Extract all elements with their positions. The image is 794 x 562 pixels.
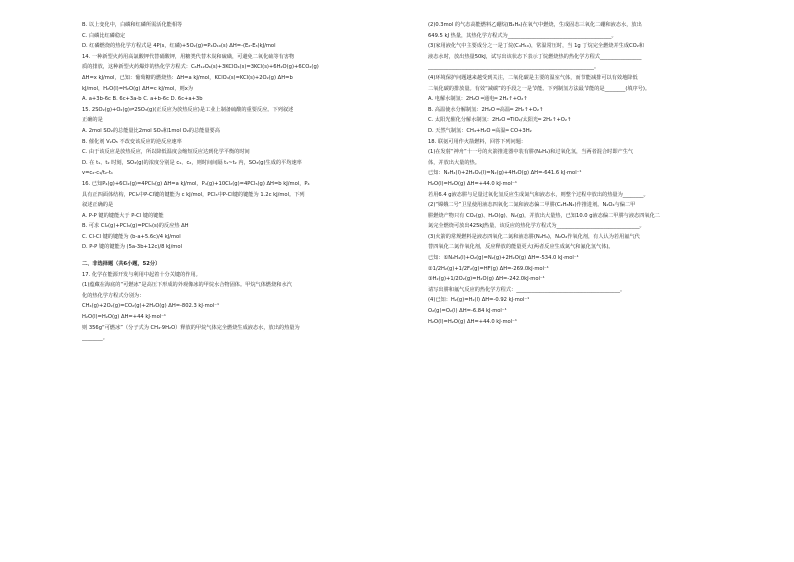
right-column-line: (3)家用液化气中主要成分之一是丁烷(C₄H₁₀)，常温常压时，当 1g 丁烷完全燃烧并生成CO₂和 — [428, 43, 645, 50]
right-column-line: ③H₂(g)+1/2O₂(g)=H₂O(g) ΔH=-242.0kJ·mol⁻¹ — [428, 276, 545, 283]
right-column-line: C. 太阳光催化分解水制氢：2H₂O ═TiO₂/太阳光═ 2H₂↑+O₂↑ — [428, 117, 572, 124]
right-column-line: ②1/2H₂(g)+1/2F₂(g)=HF(g) ΔH=-269.0kJ·mol⁻¹ — [428, 265, 549, 272]
left-column-line: 15. 2SO₂(g)+O₂(g)⇌2SO₃(g)(正反应为放热反应)是工业上制备硫酸的重要反应。下列叙述 — [82, 106, 294, 113]
left-column-line: D. 红磷燃烧的热化学方程式是 4P(s，红磷)+5O₂(g)=P₄O₁₀(s) ΔH=-(E₂-E₃)kJ/mol — [82, 43, 276, 50]
left-column-line: C. 由于该反应是放热反应，所以降低温度会缩短反应达到化学平衡的时间 — [82, 149, 250, 156]
right-column-line: O₂(g)=O₂(l) ΔH=-6.84 kJ·mol⁻¹ — [428, 308, 507, 315]
right-column-line: (3)火箭的常规燃料是液态四氧化二氮和液态肼(N₂H₄)，N₂O₄作氧化剂，有人认为若用氟气代 — [428, 233, 640, 240]
left-column-line: B. 可求 Cl₂(g)+PCl₃(g)=PCl₅(s)的反应热 ΔH — [82, 223, 189, 230]
left-column-line: C. 白磷比红磷稳定 — [82, 32, 126, 39]
right-column-line: (2)0.3mol 的气态高能燃料乙硼烷(B₂H₆)在氧气中燃烧，生成固态三氧化二硼和液态水，放出 — [428, 22, 642, 28]
right-column-line: 二氧化碳的排放量。有效“减碳”的手段之一是节能。下列制氢方法最节能的是________(填序号)。 — [428, 85, 651, 92]
left-column-line: 二、非选择题（共6小题，52分） — [82, 261, 161, 268]
left-column-line: 叙述正确的是 — [82, 202, 114, 209]
right-column-line: 请写出肼和氟气反应的热化学方程式：________________________________________。 — [428, 286, 626, 293]
left-column-line: 14. 一种新型火药用高氯酸钾代替硝酸钾，用糖类代替木炭和硫磺，可避免二氧化硫等有害物 — [82, 53, 295, 60]
right-column-line: ________________________________________________________________。 — [428, 64, 600, 71]
left-column-line: A. P-P 键的键能大于 P-Cl 键的键能 — [82, 212, 164, 219]
right-column-line: H₂O(l)=H₂O(g) ΔH=+44.0 kJ·mol⁻¹ — [428, 318, 517, 325]
right-column-line: 液态水时，放出热量50kJ，试写出该状态下表示丁烷燃烧热的热化学方程式________________ — [428, 53, 642, 60]
left-column-line: ΔH=x kJ/mol，已知：葡萄糖的燃烧热：ΔH=a kJ/mol，KClO₄(s)=KCl(s)+2O₂(g) ΔH=b — [82, 74, 293, 81]
right-column-line: 替四氧化二氮作氧化剂，反应释放的能量更大(两者反应生成氮气和氟化氢气体)。 — [428, 244, 614, 251]
left-column-line: (1)蕴藏在海底的“可燃冰”是高压下形成的外观像冰的甲烷水合物固体。甲烷气体燃烧和水汽 — [82, 282, 292, 289]
right-column-line: (4)环境保护问题越来越受到关注，二氧化碳是主要的温室气体，而节能减排可以有效地降低 — [428, 74, 638, 81]
left-column-line: 具有正四面体结构，PCl₅中P-Cl键的键能为 c kJ/mol，PCl₃中P-Cl键的键能为 1.2c kJ/mol。下列 — [82, 191, 305, 198]
left-column-line: 质的排放，这种新型火药爆炸的热化学方程式：C₆H₁₂O₆(s)+3KClO₄(s)=3KCl(s)+6H₂O(g)+6CO₂(g) — [82, 64, 319, 71]
right-column-line: D. 天然气制氢：CH₄+H₂O ═高温═ CO+3H₂ — [428, 127, 532, 134]
left-column-line: B. 催化剂 V₂O₅ 不改变该反应的逆反应速率 — [82, 138, 182, 145]
left-column-line: kJ/mol，H₂O(l)=H₂O(g) ΔH=c kJ/mol，则x为 — [82, 85, 193, 92]
right-column-line: 已知：①N₂H₄(l)+O₂(g)=N₂(g)+2H₂O(g) ΔH=-534.0 kJ·mol⁻¹ — [428, 255, 579, 262]
left-column-line: CH₄(g)+2O₂(g)=CO₂(g)+2H₂O(g) ΔH=-802.3 kJ·mol⁻¹ — [82, 303, 220, 310]
left-column-line: A. a+3b-6c B. 6c+3a-b C. a+b-6c D. 6c+a+3b — [82, 96, 203, 103]
right-column-line: 18. 联氨可用作火箭燃料，回答下列问题： — [428, 138, 527, 145]
left-column-line: A. 2mol SO₂的总能量比2mol SO₃和1mol O₂的总能量要高 — [82, 127, 220, 134]
left-column-line: v=c₂-c₁/t₂-t₁ — [82, 170, 113, 177]
right-column-line: B. 高温使水分解制氢：2H₂O ═高温═ 2H₂↑+O₂↑ — [428, 106, 544, 113]
left-column-line: ________。 — [82, 335, 108, 342]
left-column-line: 化的热化学方程式分别为： — [82, 292, 145, 299]
right-column-line: (1)在发射“神舟”十一号的火箭推进器中装有肼(N₂H₄)和过氧化氢，当两者混合时即产生气 — [428, 149, 634, 156]
left-column-line: 16. 已知P₄(g)+6Cl₂(g)=4PCl₃(g) ΔH=a kJ/mol，P₄(g)+10Cl₂(g)=4PCl₅(g) ΔH=b kJ/mol，P₄ — [82, 180, 310, 187]
right-column-line: 649.5 kJ 热量，其热化学方程式为________________________________________。 — [428, 32, 617, 39]
left-column — [82, 20, 422, 344]
right-column-line: 肼燃烧产物只有 CO₂(g)、H₂O(g)、N₂(g)，并放出大量热，已知10.0 g液态偏二甲肼与液态四氧化二 — [428, 212, 660, 219]
right-column-line: H₂O(l)=H₂O(g) ΔH=+44.0 kJ·mol⁻¹ — [428, 180, 517, 187]
right-column-line: 体，并放出大量的热。 — [428, 159, 480, 166]
left-column-line: B. 以上变化中，白磷和红磷所需活化能相等 — [82, 22, 183, 28]
left-column-line: C. Cl-Cl 键的键能为 (b-a+5.6c)/4 kJ/mol — [82, 233, 181, 240]
left-column-line: 17. 化学在能源开发与利用中起着十分关键的作用。 — [82, 271, 201, 278]
right-column-line: 若用6.4 g液态肼与足量过氧化氢反应生成氮气和液态水，则整个过程中放出的热量为________。 — [428, 191, 649, 198]
left-column-line: 正确的是 — [82, 117, 103, 124]
left-column-line: H₂O(l)=H₂O(g) ΔH=+44 kJ·mol⁻¹ — [82, 314, 167, 321]
right-column — [428, 20, 768, 327]
left-column-line: 则 356g“可燃冰”（分子式为 CH₄·9H₂O）释放的甲烷气体完全燃烧生成液态水，放出的热量为 — [82, 324, 300, 331]
right-column-line: 氮完全燃烧可放出425kJ热量，该反应的热化学方程式为________________________________。 — [428, 223, 645, 230]
right-column-line: A. 电解水制氢：2H₂O ═通电═ 2H₂↑+O₂↑ — [428, 96, 528, 103]
left-column-line: D. 在 t₁、t₂ 时刻，SO₃(g)的浓度分别是 c₁、c₂，则时间间隔 t₁~t₂ 内，SO₃(g)生成的平均速率 — [82, 159, 302, 166]
right-column-line: (2)“嫦娥二号”卫星使用液态四氧化二氮和液态偏二甲肼(C₂H₈N₂)作推进剂。N₂O₄与偏二甲 — [428, 202, 636, 209]
right-column-line: (4)已知：H₂(g)=H₂(l) ΔH=-0.92 kJ·mol⁻¹ — [428, 297, 530, 304]
left-column-line: D. P-P 键的键能为 (5a-3b+12c)/8 kJ/mol — [82, 244, 182, 251]
right-column-line: 已知：N₂H₄(l)+2H₂O₂(l)=N₂(g)+4H₂O(g) ΔH=-641.6 kJ·mol⁻¹ — [428, 170, 582, 177]
